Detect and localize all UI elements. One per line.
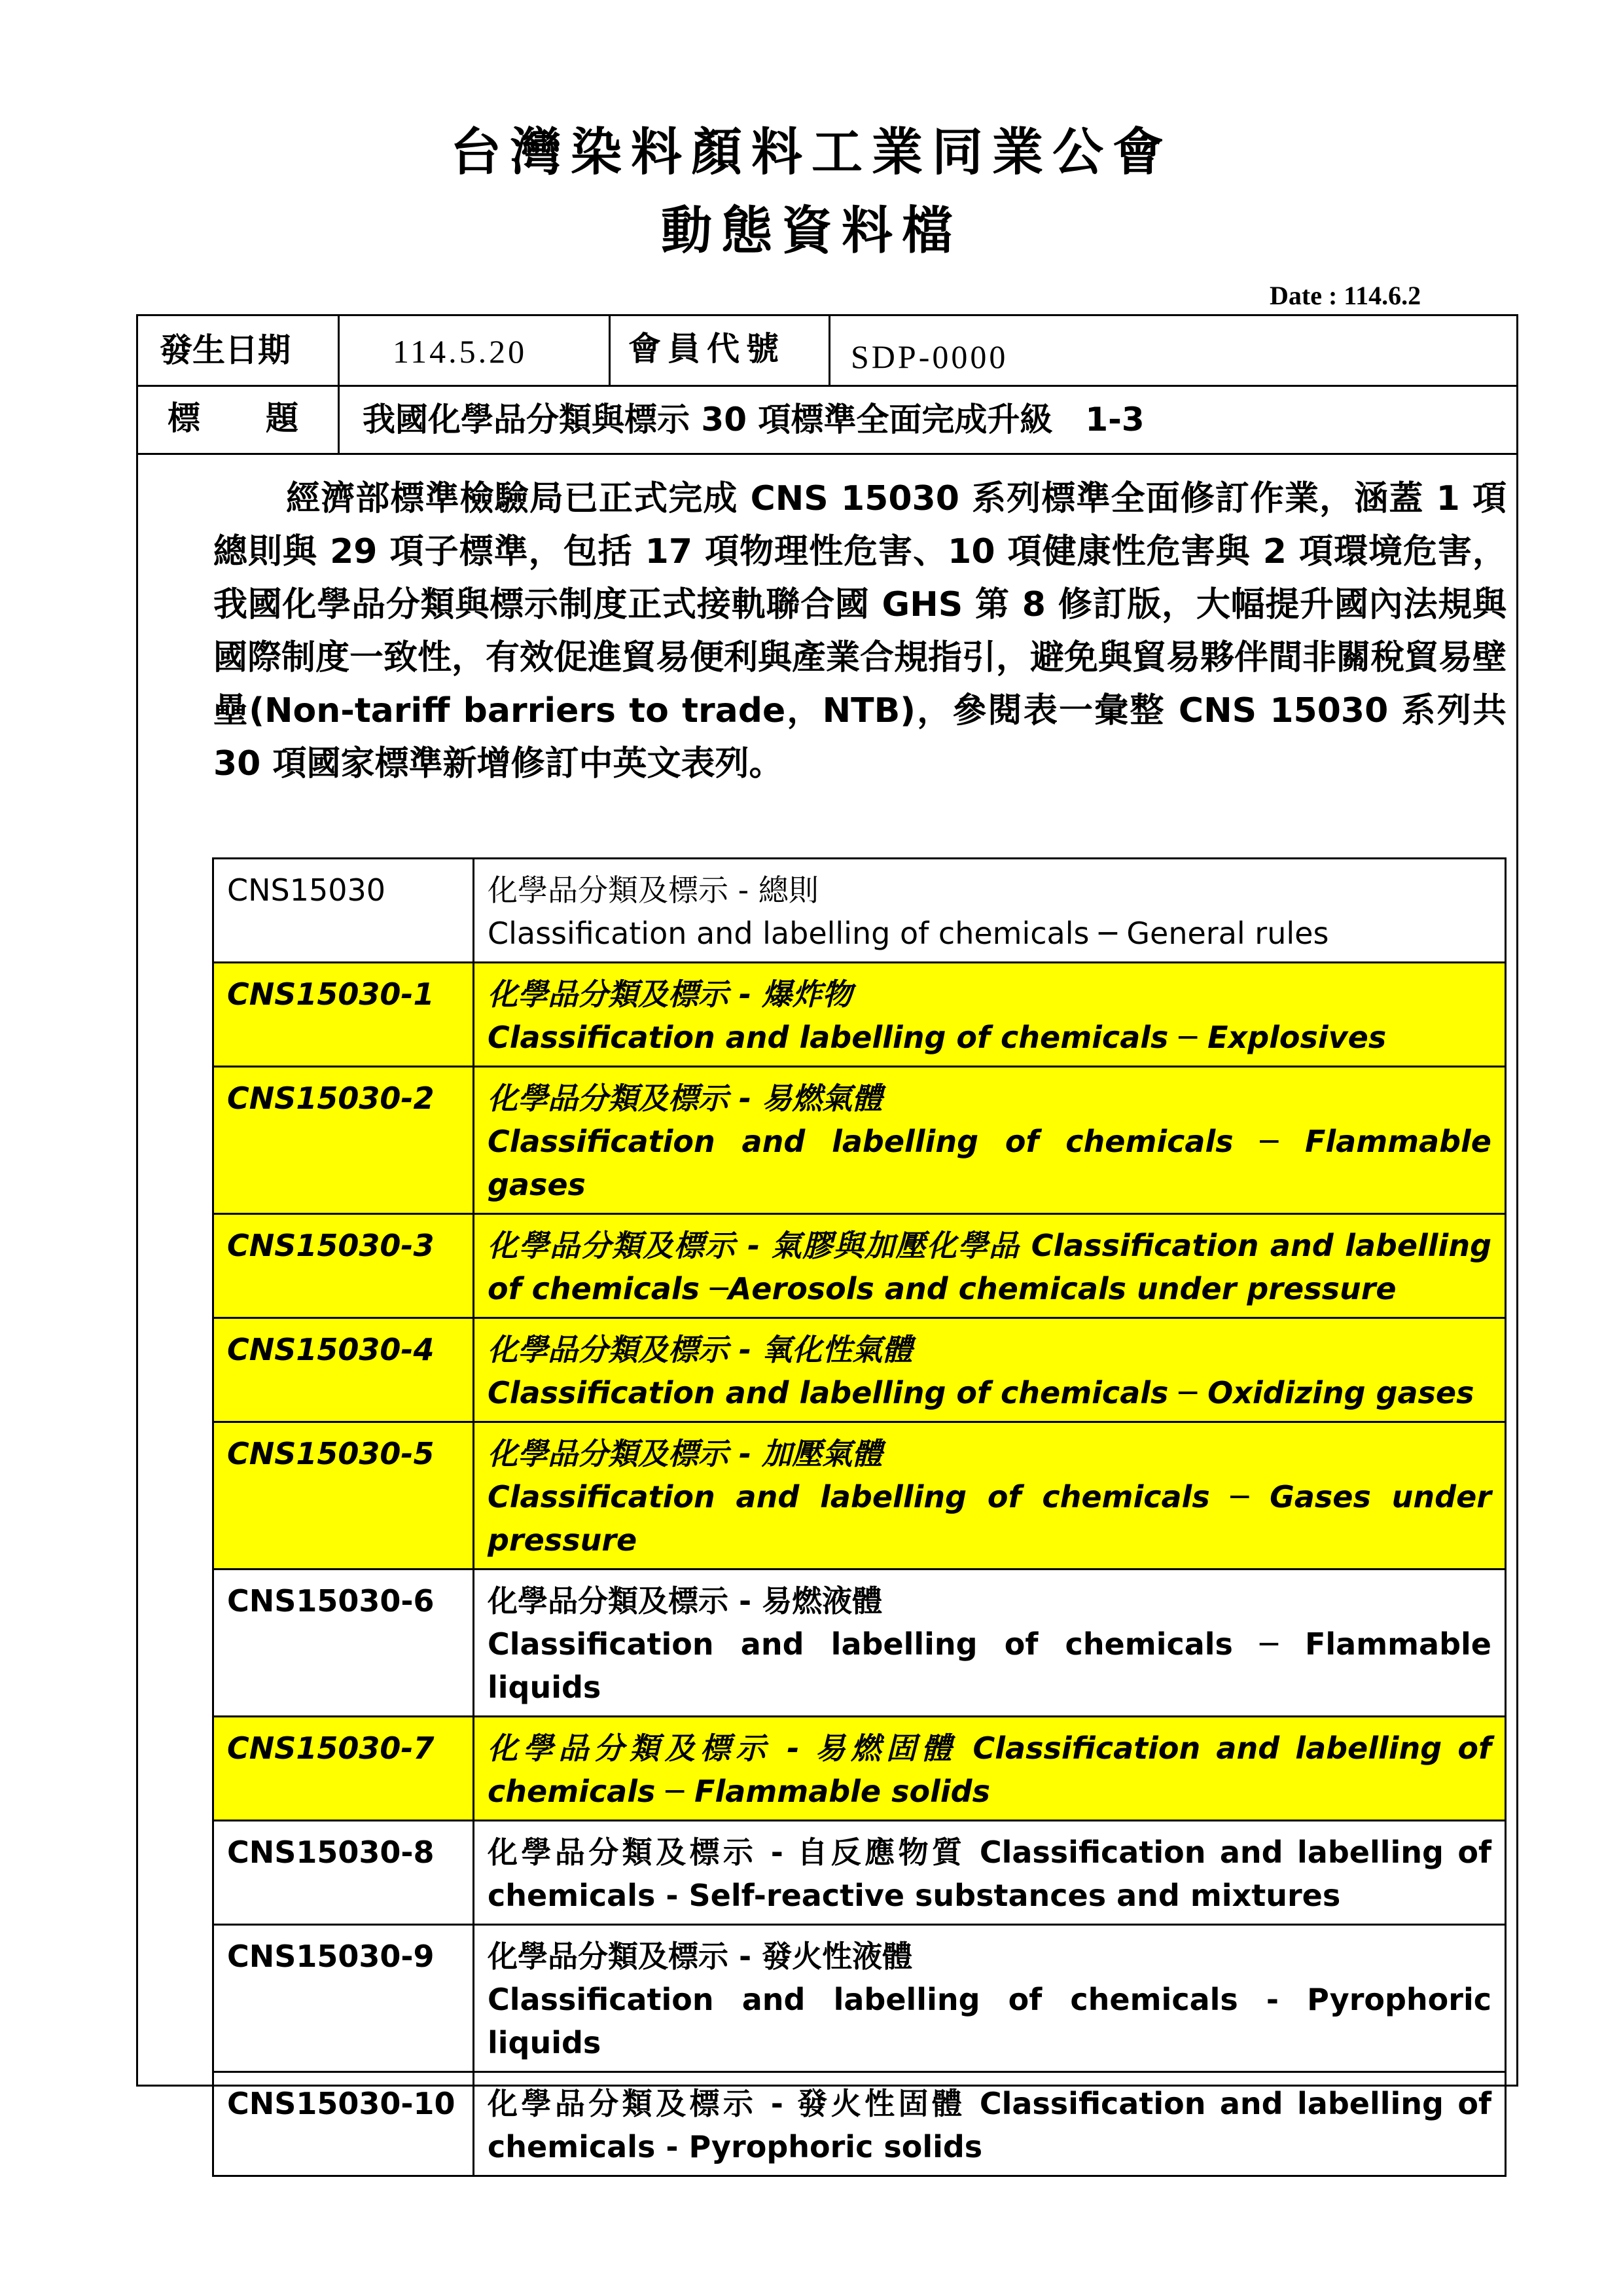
standard-title-en: Classification and labelling of chemicals - Pyrophoric liquids <box>488 1982 1491 2060</box>
date-value: 114.5.20 <box>393 333 527 370</box>
standard-code: CNS15030-2 <box>213 1067 474 1214</box>
standard-title-en: Classification and labelling of chemicals ─ Flammable liquids <box>488 1626 1491 1705</box>
table-row <box>213 1570 1506 1717</box>
standard-title-zh: 化學品分類及標示 - 易燃氣體 <box>488 1081 883 1116</box>
standard-description <box>474 859 1506 963</box>
standard-description <box>474 1570 1506 1717</box>
standard-title-en: Classification and labelling of chemicals ─ Flammable gases <box>488 1124 1491 1202</box>
document-title: 台灣染料顏料工業同業公會 <box>450 123 1173 182</box>
table-row <box>213 1717 1506 1821</box>
standard-title-en: Classification and labelling of chemicals ─ Oxidizing gases <box>488 1375 1474 1410</box>
standard-description <box>474 1067 1506 1214</box>
standard-title-en: Classification and labelling of chemicals ─ Gases under pressure <box>488 1479 1491 1558</box>
standard-title-en: Classification and labelling of chemicals ─ Explosives <box>488 1020 1387 1055</box>
subject-value: 我國化學品分類與標示 30 項標準全面完成升級 1-3 <box>363 401 1145 439</box>
standard-title-zh: 化學品分類及標示 - 總則 <box>488 872 819 908</box>
divider <box>829 314 830 385</box>
standard-code: CNS15030-3 <box>213 1214 474 1318</box>
standard-code: CNS15030-10 <box>213 2072 474 2176</box>
standard-title-en: Classification and labelling of chemicals - Pyrophoric solids <box>488 2086 1491 2164</box>
table-row <box>213 1925 1506 2072</box>
divider <box>136 453 1518 455</box>
standard-description <box>474 1925 1506 2072</box>
divider <box>338 314 340 453</box>
standard-title-zh: 化學品分類及標示 - 易燃固體 <box>488 1731 957 1766</box>
standard-code: CNS15030-7 <box>213 1717 474 1821</box>
standard-code: CNS15030 <box>213 859 474 963</box>
standard-title-zh: 化學品分類及標示 - 自反應物質 <box>488 1835 966 1870</box>
member-label: 會員代號 <box>628 330 785 368</box>
member-value: SDP-0000 <box>851 338 1008 375</box>
standard-title-zh: 化學品分類及標示 - 發火性液體 <box>488 1939 913 1974</box>
subject-label: 標 題 <box>168 399 298 437</box>
standards-table <box>212 857 1507 2177</box>
standard-code: CNS15030-9 <box>213 1925 474 2072</box>
table-row <box>213 1821 1506 1925</box>
standard-title-zh: 化學品分類及標示 - 爆炸物 <box>488 977 853 1012</box>
standard-description <box>474 1318 1506 1422</box>
standard-code: CNS15030-5 <box>213 1422 474 1570</box>
standard-code: CNS15030-6 <box>213 1570 474 1717</box>
table-row <box>213 1422 1506 1570</box>
standard-code: CNS15030-1 <box>213 963 474 1067</box>
standard-title-en: Classification and labelling of chemicals ─ General rules <box>488 916 1329 951</box>
table-row <box>213 1318 1506 1422</box>
standard-title-zh: 化學品分類及標示 - 加壓氣體 <box>488 1436 883 1471</box>
standard-description <box>474 1821 1506 1925</box>
standard-description <box>474 1422 1506 1570</box>
table-row <box>213 963 1506 1067</box>
standard-title-en: Classification and labelling of chemicals ─ Flammable solids <box>488 1731 1492 1809</box>
standard-description <box>474 2072 1506 2176</box>
divider <box>609 314 611 385</box>
divider <box>136 385 1518 387</box>
standard-title-zh: 化學品分類及標示 - 氣膠與加壓化學品 <box>488 1228 1020 1263</box>
standard-description <box>474 1214 1506 1318</box>
standard-code: CNS15030-8 <box>213 1821 474 1925</box>
table-row <box>213 1214 1506 1318</box>
table-row <box>213 2072 1506 2176</box>
standard-code: CNS15030-4 <box>213 1318 474 1422</box>
standard-title-zh: 化學品分類及標示 - 氧化性氣體 <box>488 1332 913 1367</box>
standard-title-en: Classification and labelling of chemicals - Self-reactive substances and mixtures <box>488 1835 1491 1913</box>
standard-title-zh: 化學品分類及標示 - 發火性固體 <box>488 2086 966 2121</box>
standard-description <box>474 1717 1506 1821</box>
standard-title-en: Classification and labelling of chemicals ─Aerosols and chemicals under pressure <box>488 1228 1491 1306</box>
document-subtitle: 動態資料檔 <box>660 202 962 260</box>
standard-description <box>474 963 1506 1067</box>
standard-title-zh: 化學品分類及標示 - 易燃液體 <box>488 1583 883 1619</box>
body-text: 經濟部標準檢驗局已正式完成 CNS 15030 系列標準全面修訂作業，涵蓋 1 項總則與 29 項子標準，包括 17 項物理性危害、10 項健康性危害與 2 項環境危害，我國化學品分類與標示制度正式接軌聯合國 GHS 第 8 修訂版，大幅提升國內法規與國際制度一致性，有效促進貿易便利與產業合規指引，避免與貿易夥伴間非關稅貿易壁壘(Non-tariff barriers to trade，NTB)，參閱表一彙整 CNS 15030 系列共 30 項國家標準新增修訂中英文表列。 <box>213 479 1507 783</box>
issue-date: Date : 114.6.2 <box>1270 281 1421 310</box>
date-label: 發生日期 <box>160 331 291 369</box>
table-row <box>213 859 1506 963</box>
table-row <box>213 1067 1506 1214</box>
body-paragraph <box>213 473 1507 791</box>
